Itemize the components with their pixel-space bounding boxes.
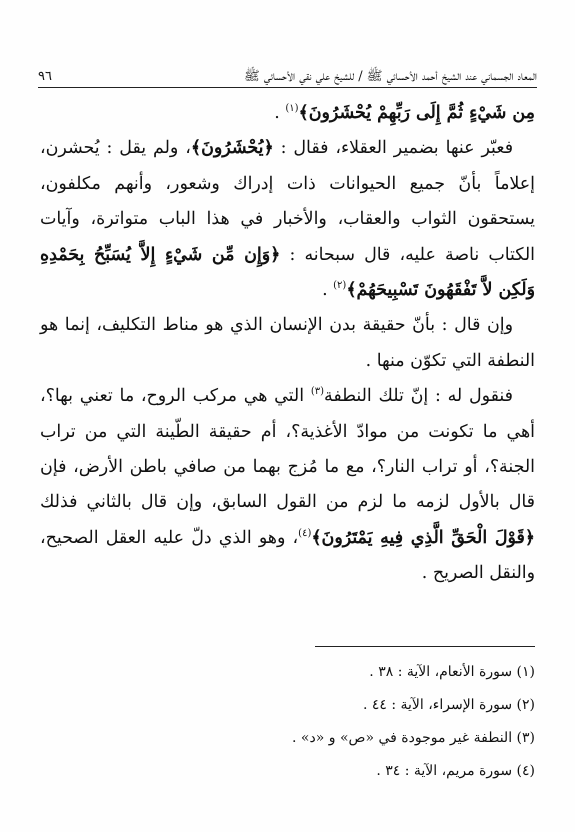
paragraph-1 [40, 96, 535, 131]
quran-quote: ﴿وَإِن مِّن شَيْءٍ إِلاَّ يُسَبِّحُ بِحَمْدِهِ وَلَكِن لاَّ تَفْقَهُونَ تَسْبِيحَهُمْ﴾ [40, 244, 535, 301]
text-run: التي هي مركب الروح، ما تعني بها؟، أهي ما تكونت من موادّ الأغذية؟، أم حقيقة الطّينة التي من تراب الجنة؟، أو تراب النار؟، مع ما مُزج بهما من صافي باطن الأرض، فإن قال بالأول لزمه ما لزم من القول السابق، وإن قال بالثاني فذلك [40, 386, 535, 513]
footnote-4: (٤) سورة مريم، الآية : ٣٤ . [376, 763, 535, 779]
text-run: فعبّر عنها بضمير العقلاء، فقال : [273, 138, 514, 159]
page-number: ٩٦ [38, 69, 52, 84]
footnote-2: (٢) سورة الإسراء، الآية : ٤٤ . [362, 697, 535, 713]
footnote-ref: (٣) [310, 386, 324, 398]
text-run: . [274, 103, 280, 123]
text-run: . [322, 280, 328, 301]
footnote-rule [315, 646, 535, 647]
footnote-1: (١) سورة الأنعام، الآية : ٣٨ . [369, 664, 535, 680]
paragraph-3: وإن قال : بأنّ حقيقة بدن الإنسان الذي هو مناط التكليف، إنما هو النطفة التي تكوّن منها . [40, 315, 535, 371]
footnote-3: (٣) النطفة غير موجودة في «ص» و «د» . [292, 730, 535, 746]
main-text [40, 96, 535, 592]
text-run: فنقول له : إنّ تلك النطفة [324, 386, 513, 407]
footnote-ref: (١) [285, 103, 299, 115]
running-header [38, 62, 537, 86]
header-rule [38, 87, 537, 88]
paragraph-4 [40, 379, 535, 591]
header-title: المعاد الجسماني عند الشيخ أحمد الأحسائي ﷺ / للشيخ علي نقي الأحسائي ﷺ [244, 69, 537, 84]
quran-quote: ﴿قَوْلَ الْحَقِّ الَّذِي فِيهِ يَمْتَرُونَ﴾ [311, 527, 535, 548]
quran-quote: مِن شَيْءٍ ثُمَّ إِلَى رَبِّهِمْ يُحْشَرُونَ﴾ [298, 103, 535, 123]
text-run: ، وهو الذي دلّ عليه العقل الصحيح، والنقل الصريح . [40, 527, 535, 584]
quran-quote: ﴿يُحْشَرُونَ﴾ [190, 138, 274, 159]
footnote-ref: (٢) [333, 280, 347, 292]
text-run: ، ولم يقل : يُحشرن، إعلاماً بأنّ جميع الحيوانات ذات إدراك وشعور، وأنهم مكلفون، يستحقون الثواب والعقاب، والأخبار في هذا الباب متواترة، وآيات الكتاب ناصة عليه، قال سبحانه : [40, 138, 535, 265]
footnotes [40, 656, 535, 788]
paragraph-2 [40, 131, 535, 308]
footnote-ref: (٤) [298, 528, 312, 540]
